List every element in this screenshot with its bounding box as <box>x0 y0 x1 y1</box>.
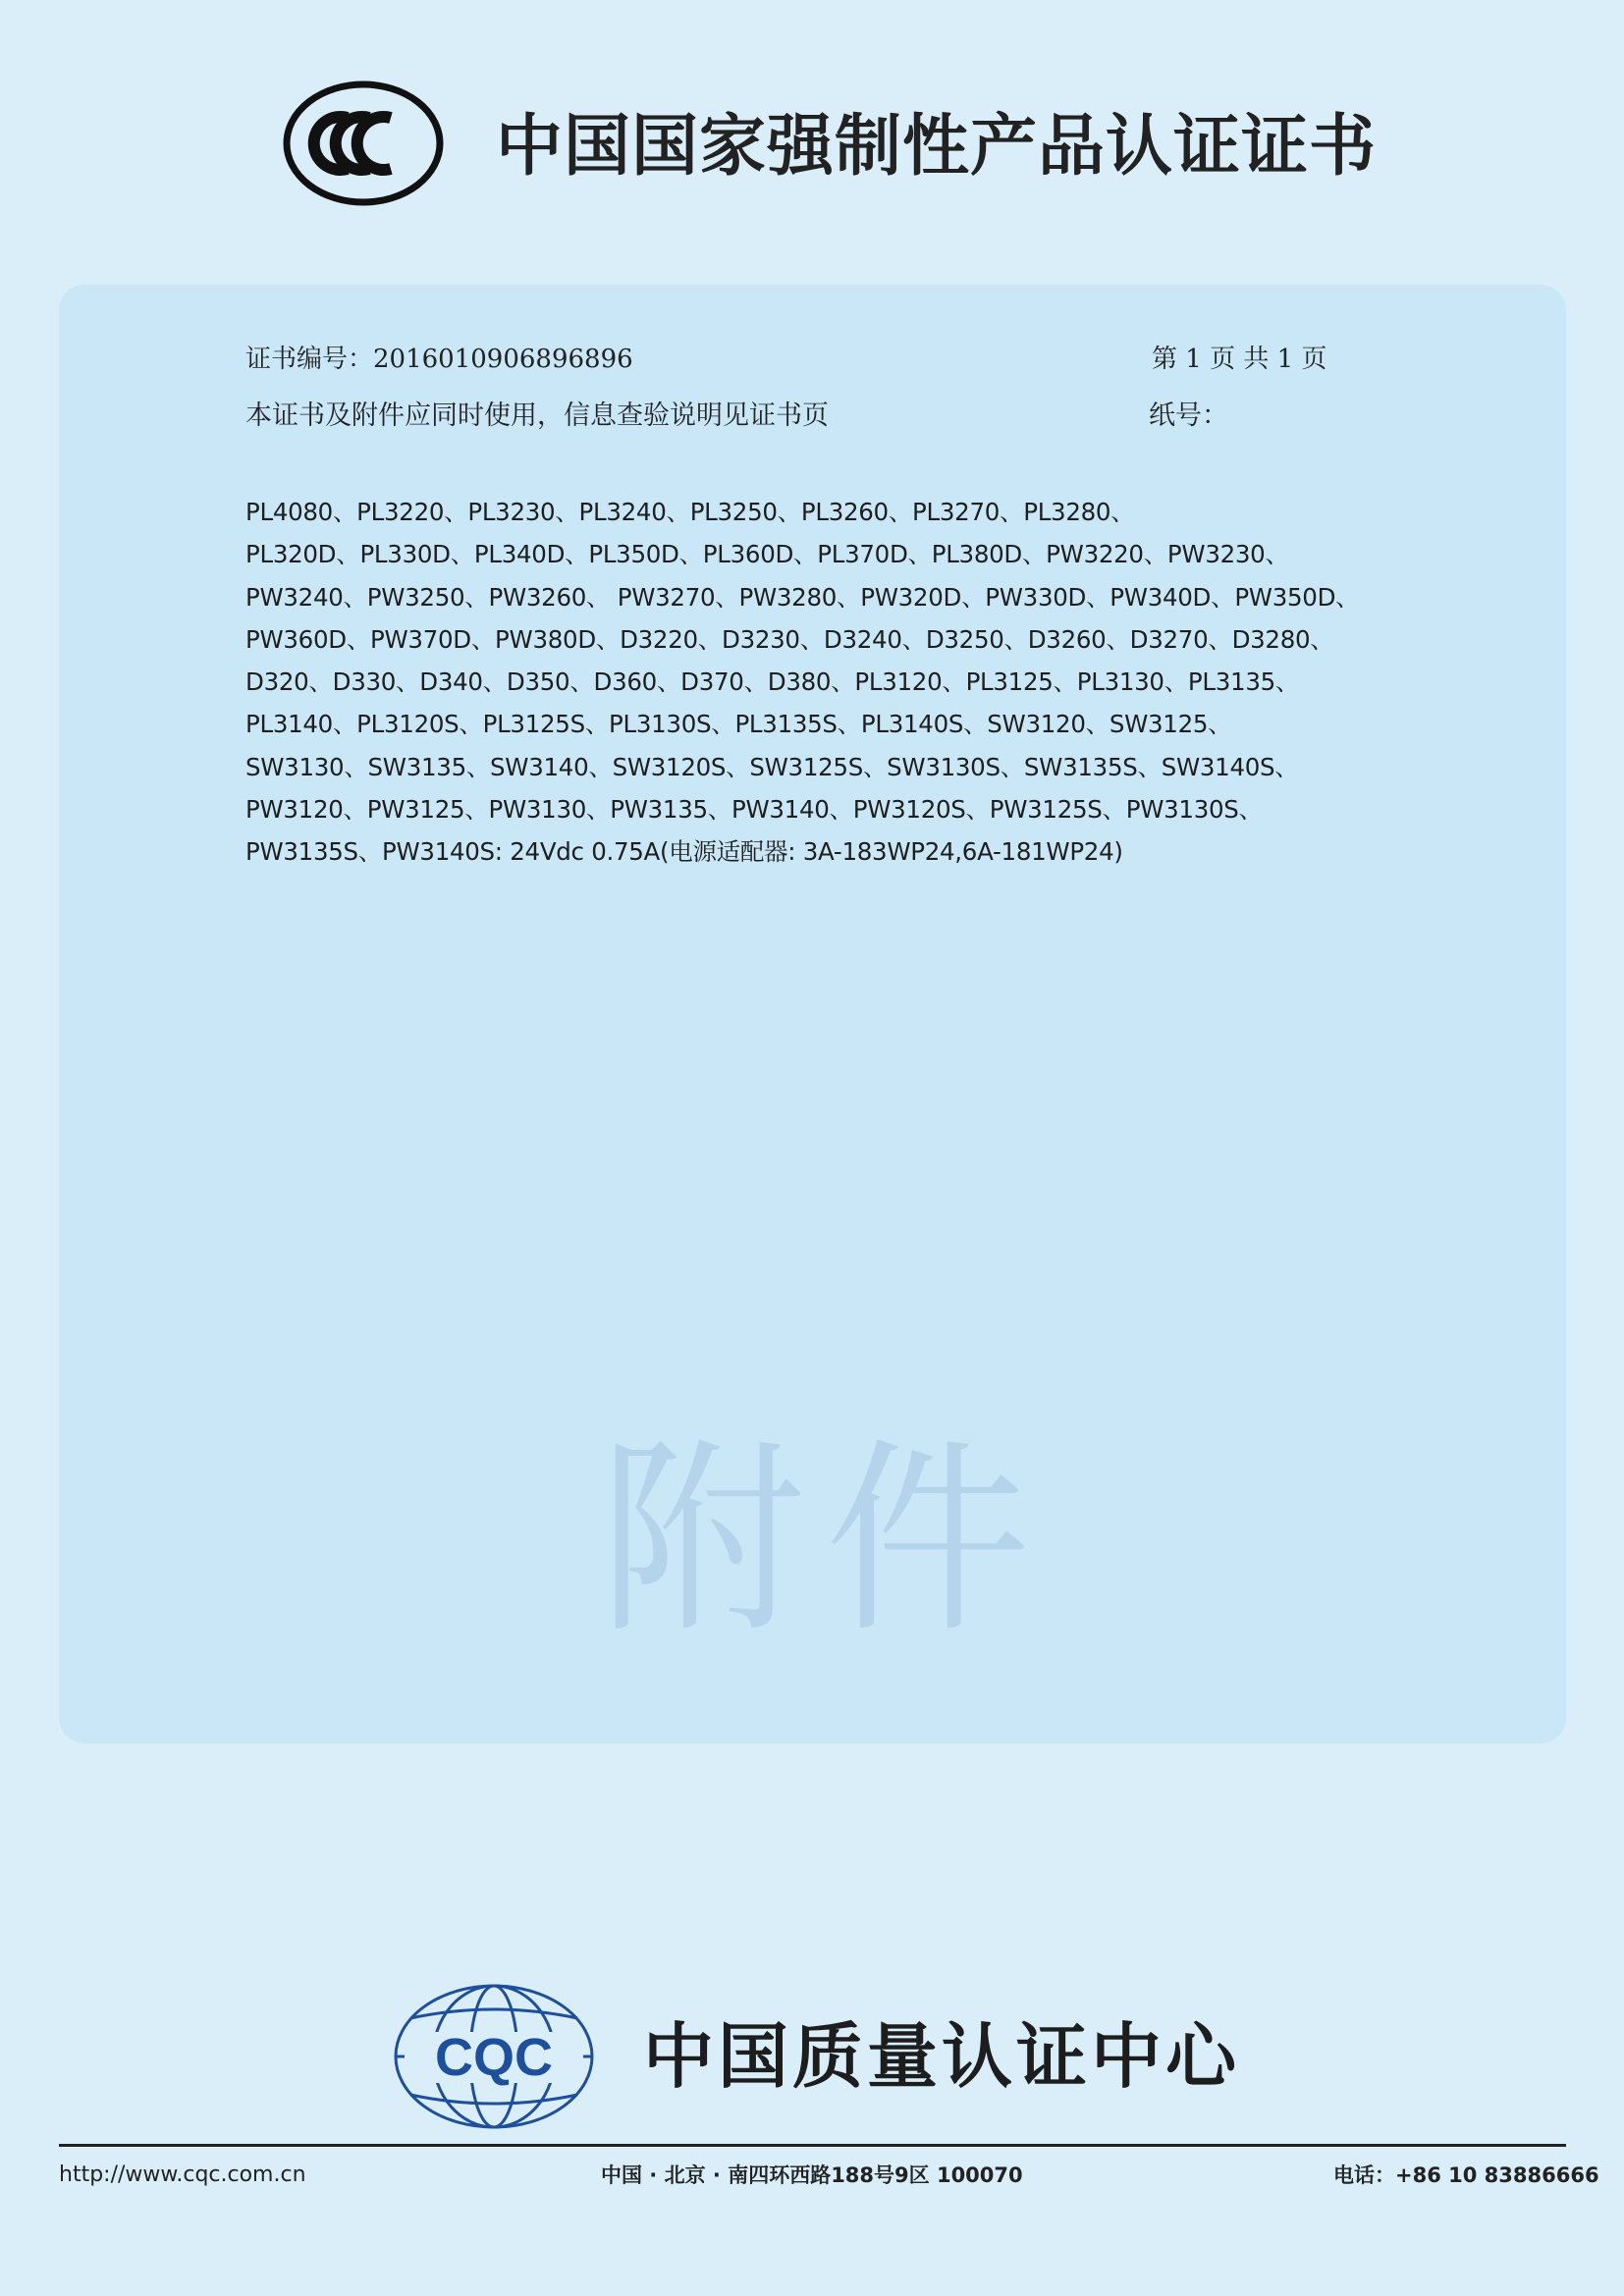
footer-divider <box>59 2144 1566 2147</box>
model-list <box>245 491 1404 874</box>
model-line: SW3130、SW3135、SW3140、SW3120S、SW3125S、SW3130S、SW3135S、SW3140S、 <box>245 752 1299 781</box>
certificate-number-value: 2016010906896896 <box>373 345 633 374</box>
certificate-title: 中国国家强制性产品认证证书 <box>496 108 1378 186</box>
cqc-globe-icon <box>391 1981 597 2132</box>
phone-number: 电话：+86 10 83886666 <box>1333 2163 1599 2187</box>
attachment-watermark: 附件 <box>599 1420 1052 1661</box>
usage-notice: 本证书及附件应同时使用，信息查验说明见证书页 <box>245 400 829 431</box>
model-line: PW3240、PW3250、PW3260、 PW3270、PW3280、PW320D、PW330D、PW340D、PW350D、 <box>245 582 1360 612</box>
model-line: PW3135S、PW3140S: 24Vdc 0.75A(电源适配器: 3A-183WP24,6A-181WP24) <box>245 837 1123 867</box>
certificate-number <box>245 342 633 377</box>
model-line: PL3140、PL3120S、PL3125S、PL3130S、PL3135S、PL3140S、SW3120、SW3125、 <box>245 710 1232 739</box>
model-line: PW3120、PW3125、PW3130、PW3135、PW3140、PW3120S、PW3125S、PW3130S、 <box>245 795 1263 825</box>
page-indicator: 第 1 页 共 1 页 <box>1152 345 1327 374</box>
model-line: D320、D330、D340、D350、D360、D370、D380、PL3120、PL3125、PL3130、PL3135、 <box>245 667 1300 697</box>
model-line: PL320D、PL330D、PL340D、PL350D、PL360D、PL370D、PL380D、PW3220、PW3230、 <box>245 540 1289 569</box>
model-line: PW360D、PW370D、PW380D、D3220、D3230、D3240、D3250、D3260、D3270、D3280、 <box>245 624 1334 654</box>
cqc-logo-text: CQC <box>435 2028 553 2087</box>
organization-name: 中国质量认证中心 <box>643 2015 1241 2098</box>
model-line: PL4080、PL3220、PL3230、PL3240、PL3250、PL3260、PL3270、PL3280、 <box>245 498 1135 526</box>
address: 中国 · 北京 · 南四环西路188号9区 100070 <box>601 2163 1023 2187</box>
website-url[interactable]: http://www.cqc.com.cn <box>59 2163 306 2187</box>
certificate-number-label: 证书编号： <box>245 345 374 374</box>
paper-number-label: 纸号： <box>1149 400 1228 431</box>
ccc-mark-icon <box>283 80 444 206</box>
